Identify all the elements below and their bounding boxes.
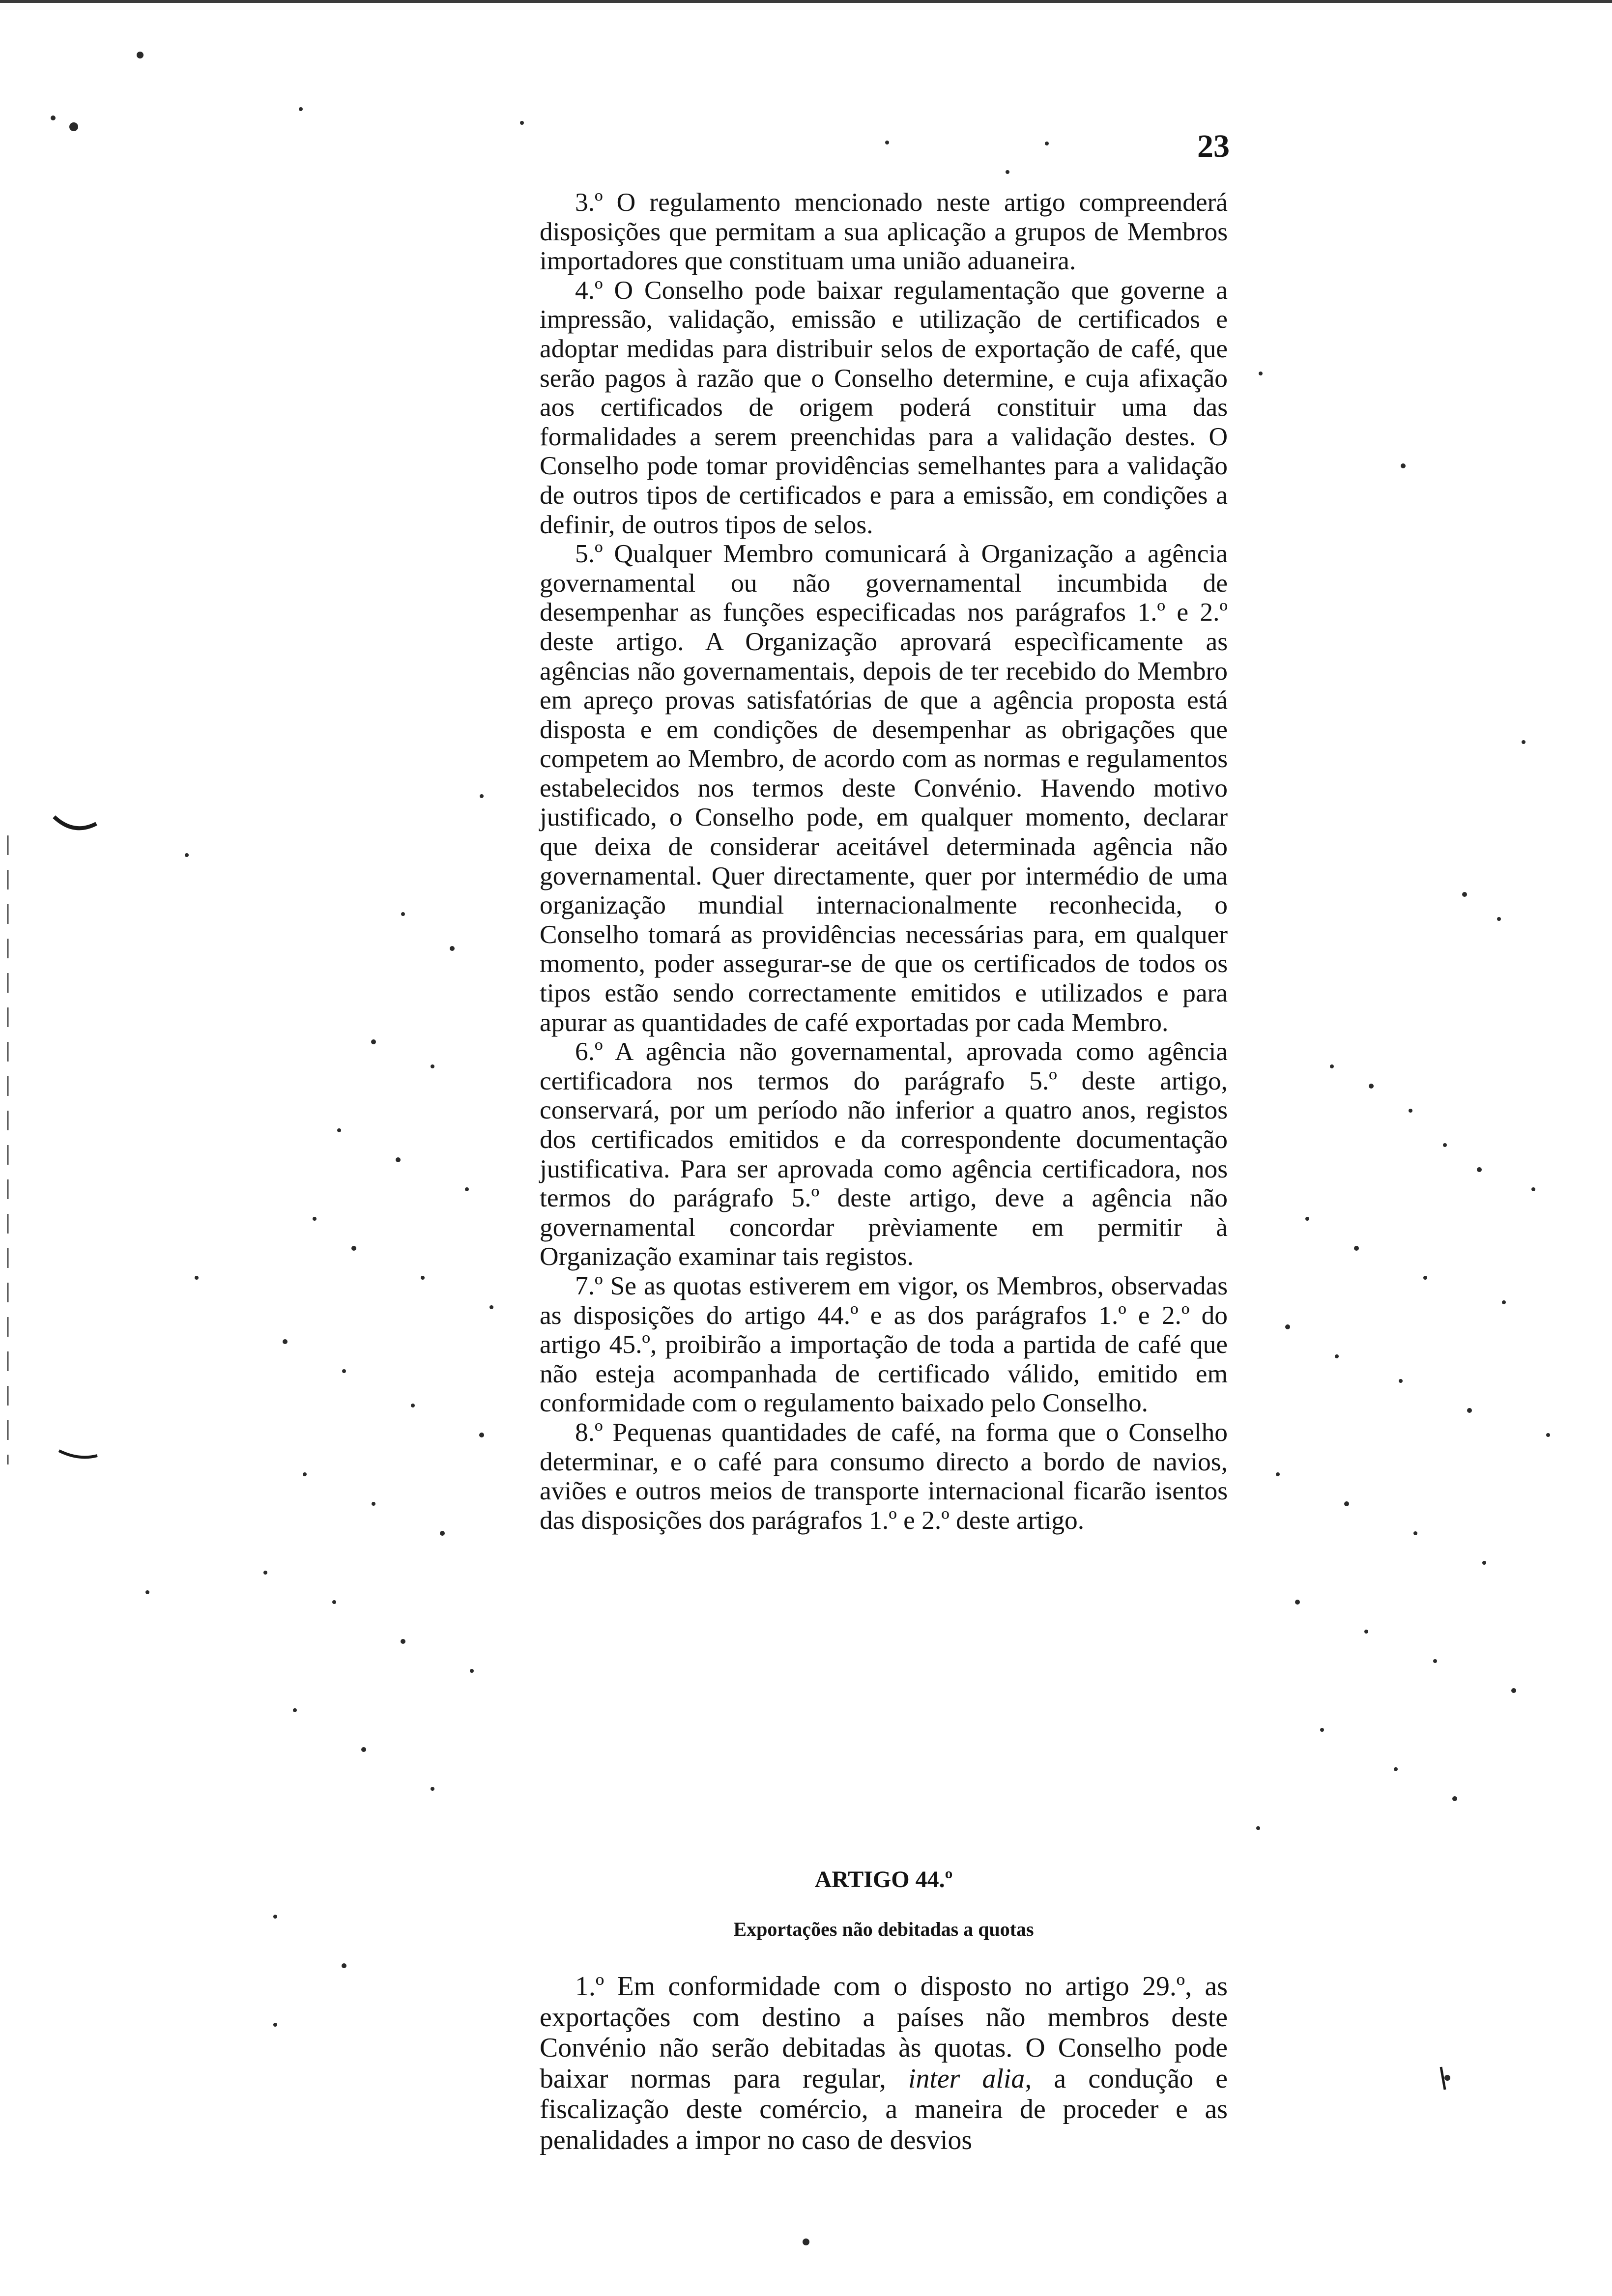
scan-speck bbox=[401, 912, 405, 916]
scan-speck bbox=[51, 115, 56, 120]
scan-speck bbox=[1399, 1379, 1403, 1383]
scan-speck bbox=[1433, 1659, 1437, 1663]
scan-speck bbox=[1444, 2075, 1450, 2081]
scan-speck bbox=[313, 1217, 317, 1221]
scan-speck bbox=[411, 1404, 415, 1407]
scan-speck bbox=[1531, 1187, 1535, 1191]
scan-speck bbox=[489, 1305, 493, 1309]
scan-speck bbox=[342, 1369, 346, 1373]
paragraph-8: 8.º Pequenas quantidades de café, na forma que o Conselho determinar, e o café para consumo directo a bordo de navios, aviões e outros meios de transporte internacional ficarão isentos das disposições dos parágrafos 1.º e 2.º deste artigo. bbox=[540, 1417, 1228, 1535]
scan-speck bbox=[1462, 892, 1467, 897]
scan-speck bbox=[1295, 1600, 1300, 1605]
article-subtitle: Exportações não debitadas a quotas bbox=[733, 1918, 1034, 1940]
scan-speck bbox=[1330, 1064, 1334, 1068]
scan-speck bbox=[337, 1128, 341, 1132]
scan-speck bbox=[401, 1639, 405, 1644]
scan-speck bbox=[283, 1339, 288, 1344]
scan-speck bbox=[342, 1963, 346, 1968]
scan-speck bbox=[1467, 1408, 1472, 1413]
scan-speck bbox=[450, 946, 455, 951]
paragraph-1-emphasis: inter alia, bbox=[908, 2063, 1032, 2094]
scan-speck bbox=[1409, 1109, 1412, 1113]
scan-speck bbox=[440, 1531, 445, 1536]
scan-speck bbox=[1423, 1276, 1427, 1280]
scan-speck bbox=[465, 1187, 469, 1191]
scan-speck bbox=[69, 122, 78, 131]
scan-speck bbox=[137, 52, 144, 58]
paragraph-1-start: 1.º Em conformidade com o disposto no artigo 29.º, as exportações com destino a países não membros deste Convénio não serão debitadas às quotas. O Conselho pode baixar normas para regular, bbox=[540, 1971, 1228, 2094]
scan-speck bbox=[1335, 1354, 1339, 1358]
scan-speck bbox=[1497, 917, 1501, 921]
scan-speck bbox=[351, 1246, 356, 1251]
scan-speck bbox=[1285, 1324, 1290, 1329]
paragraph-4: 4.º O Conselho pode baixar regulamentação que governe a impressão, validação, emissão e utilização de certificados e adoptar medidas para distribuir selos de exportação de café, que serão pagos à razão que o Conselho determine, e cuja afixação aos certificados de origem poderá constituir uma das formalidades a serem preenchidas para a validação destes. O Conselho pode tomar providências semelhantes para a validação de outros tipos de certificados e para a emissão, em condições a definir, de outros tipos de selos. bbox=[540, 275, 1228, 539]
scan-speck bbox=[1546, 1433, 1550, 1437]
scan-speck bbox=[145, 1590, 149, 1594]
scan-speck bbox=[803, 2239, 809, 2245]
scan-speck bbox=[185, 853, 189, 857]
paragraph-6: 6.º A agência não governamental, aprovada como agência certificadora nos termos do parágrafo 5.º deste artigo, conservará, por um período não inferior a quatro anos, registos dos certificados emitidos e da correspondente documentação justificativa. Para ser aprovada como agência certificadora, nos termos do parágrafo 5.º deste artigo, deve a agência não governamental concordar prèviamente em permitir à Organização examinar tais registos. bbox=[540, 1036, 1228, 1271]
scan-speck bbox=[1482, 1561, 1486, 1565]
article-44-body bbox=[540, 1971, 1228, 2155]
scan-speck bbox=[1401, 463, 1406, 468]
scan-speck bbox=[1502, 1300, 1506, 1304]
scan-speck bbox=[1256, 1826, 1260, 1830]
scan-speck bbox=[1045, 142, 1049, 145]
scan-speck bbox=[293, 1708, 297, 1712]
scan-speck bbox=[273, 1915, 277, 1919]
scan-speck bbox=[303, 1472, 307, 1476]
scan-speck bbox=[1511, 1688, 1516, 1693]
scan-speck bbox=[195, 1276, 199, 1280]
scan-speck bbox=[1369, 1084, 1374, 1089]
scan-speck bbox=[1452, 1796, 1457, 1801]
scan-speck bbox=[431, 1064, 434, 1068]
scan-speck bbox=[885, 141, 889, 144]
scan-speck bbox=[1477, 1167, 1482, 1172]
paragraph-5: 5.º Qualquer Membro comunicará à Organização a agência governamental ou não governamental incumbida de desempenhar as funções especificadas nos parágrafos 1.º e 2.º deste artigo. A Organização aprovará especìficamente as agências não governamentais, depois de ter recebido do Membro em apreço provas satisfatórias de que a agência proposta está disposta e em condições de desempenhar as obrigações que competem ao Membro, de acordo com as normas e regulamentos estabelecidos nos termos deste Convénio. Havendo motivo justificado, o Conselho pode, em qualquer momento, declarar que deixa de considerar aceitável determinada agência não governamental. Quer directamente, quer por intermédio de uma organização mundial internacionalmente reconhecida, o Conselho tomará as providências necessárias para, em qualquer momento, poder assegurar-se de que os certificados de todos os tipos estão sendo correctamente emitidos e utilizados e para apurar as quantidades de café exportadas por cada Membro. bbox=[540, 539, 1228, 1037]
scan-mark bbox=[54, 817, 96, 828]
scan-speck bbox=[431, 1787, 434, 1791]
scan-mark bbox=[1441, 2067, 1445, 2090]
scan-speck bbox=[1443, 1143, 1447, 1147]
page-number: 23 bbox=[1197, 128, 1230, 164]
paragraph-3: 3.º O regulamento mencionado neste artigo compreenderá disposições que permitam a sua aplicação a grupos de Membros importadores que constituam uma união aduaneira. bbox=[540, 187, 1228, 276]
scan-speck bbox=[1006, 170, 1009, 174]
scan-speck bbox=[332, 1600, 336, 1604]
scan-speck bbox=[371, 1039, 376, 1044]
scan-speck bbox=[1354, 1246, 1359, 1251]
article-43-continuation bbox=[540, 188, 1228, 1535]
scan-speck bbox=[361, 1747, 366, 1752]
scan-speck bbox=[1413, 1531, 1417, 1535]
scan-speck bbox=[299, 107, 303, 111]
scan-speck bbox=[470, 1669, 474, 1673]
scan-speck bbox=[396, 1157, 401, 1162]
article-44-paragraph-1 bbox=[540, 1971, 1228, 2155]
scan-speck bbox=[1276, 1472, 1280, 1476]
scan-speck bbox=[479, 1433, 484, 1437]
scan-mark bbox=[59, 1451, 97, 1457]
scan-speck bbox=[1320, 1728, 1324, 1732]
scan-speck bbox=[421, 1276, 425, 1280]
paragraph-7: 7.º Se as quotas estiverem em vigor, os Membros, observadas as disposições do artigo 44.º e as dos parágrafos 1.º e 2.º do artigo 45.º, proibirão a importação de toda a partida de café que não esteja acompanhada de certificado válido, emitido em conformidade com o regulamento baixado pelo Conselho. bbox=[540, 1270, 1228, 1418]
scan-speck bbox=[1522, 740, 1526, 744]
scan-speck bbox=[1364, 1630, 1368, 1634]
scan-speck bbox=[1394, 1767, 1398, 1771]
paragraph-1-end: a condução e fiscalização deste comércio, a maneira de proceder e as penalidades a impor no caso de desvios bbox=[540, 2063, 1228, 2155]
scan-speck bbox=[273, 2023, 277, 2027]
article-title: ARTIGO 44.º bbox=[814, 1866, 953, 1893]
scan-speck bbox=[520, 121, 524, 125]
scan-speck bbox=[480, 794, 484, 798]
scan-speck bbox=[1305, 1217, 1309, 1221]
scan-speck bbox=[1259, 372, 1263, 375]
scan-speck bbox=[372, 1502, 375, 1506]
scan-edge-line bbox=[0, 0, 1612, 3]
scan-speck bbox=[263, 1571, 267, 1575]
scan-speck bbox=[1344, 1501, 1349, 1506]
